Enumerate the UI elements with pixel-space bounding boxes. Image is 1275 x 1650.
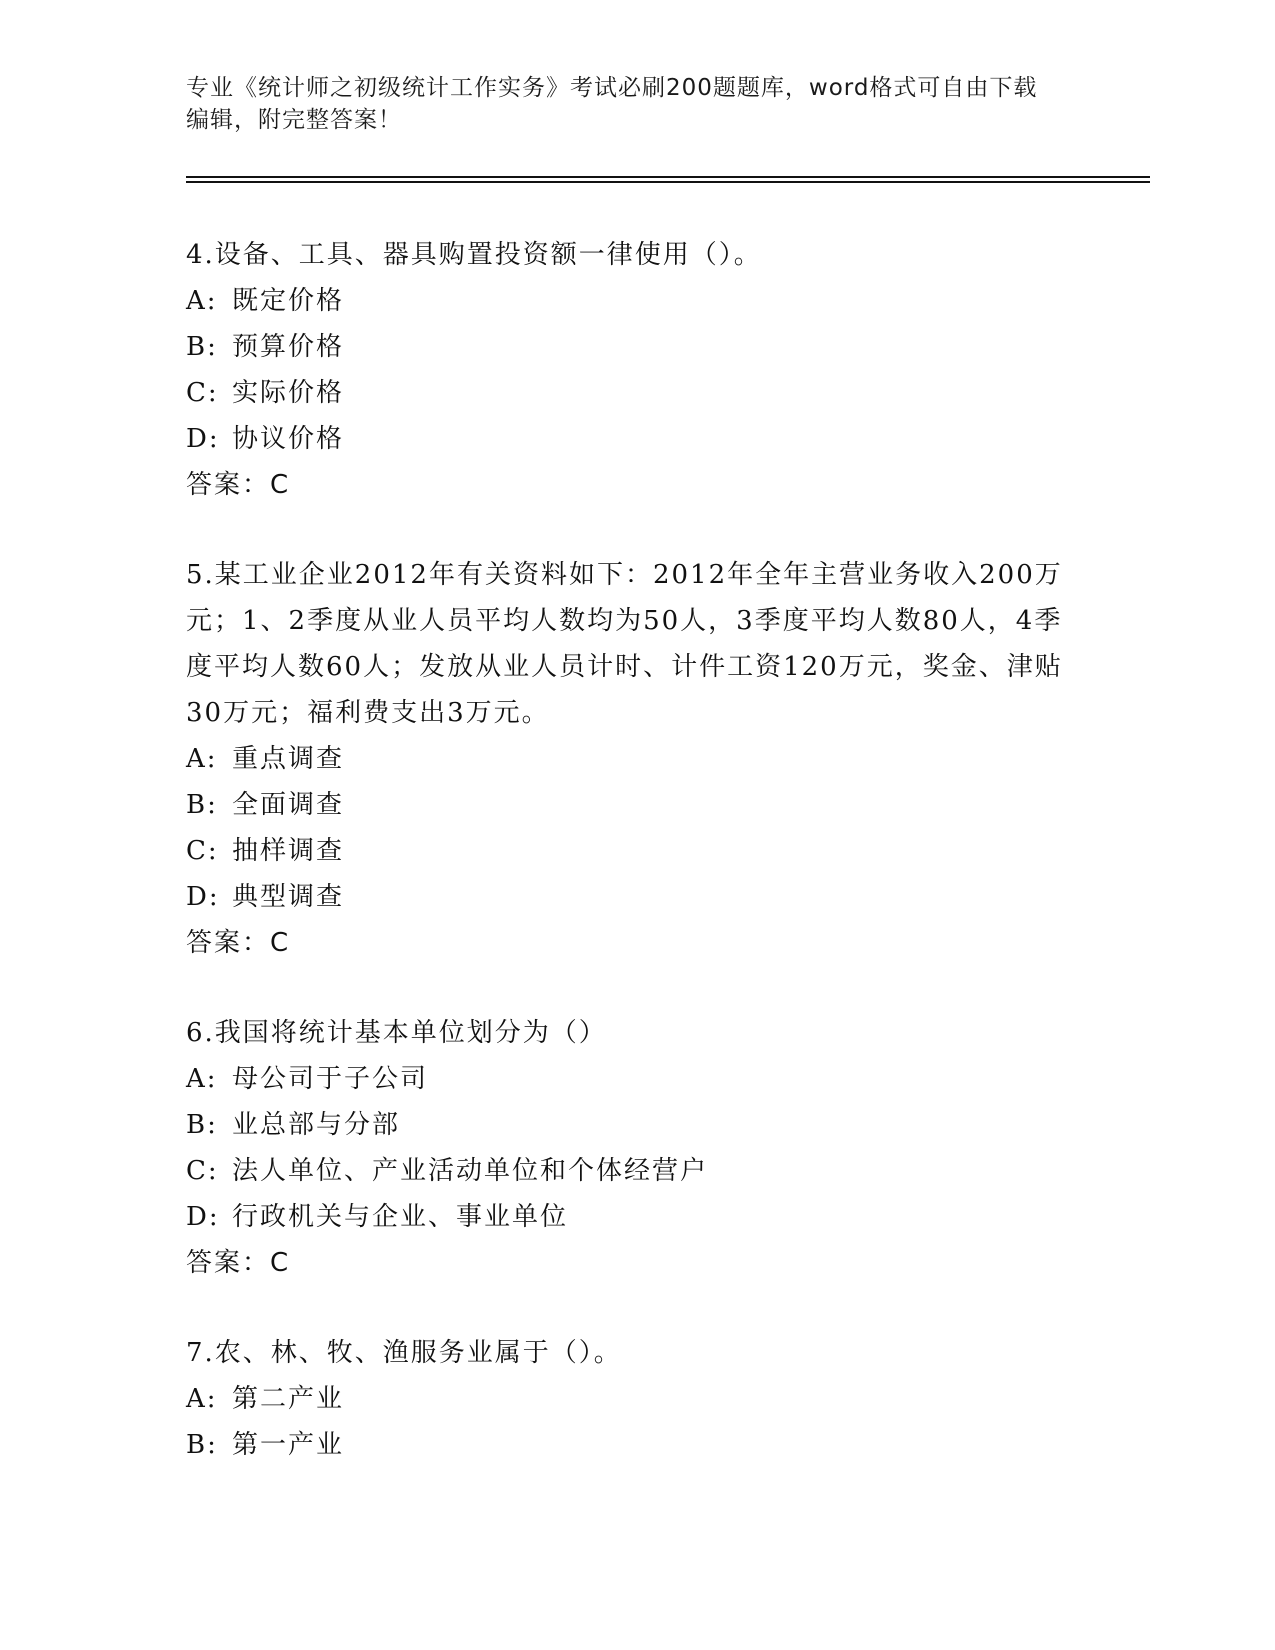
option-b — [186, 324, 1086, 370]
option-letter: B: — [186, 332, 218, 362]
option-letter: A: — [186, 1064, 218, 1094]
option-letter: B: — [186, 1110, 218, 1140]
question-stem: 7.农、林、牧、渔服务业属于（）。 — [186, 1338, 622, 1368]
question-4 — [186, 232, 1086, 508]
option-a — [186, 1056, 1086, 1102]
option-text: 第二产业 — [232, 1384, 345, 1414]
option-text: 全面调查 — [232, 790, 345, 820]
option-letter: A: — [186, 1384, 218, 1414]
option-letter: C: — [186, 836, 219, 866]
header-line-2: 编辑，附完整答案！ — [186, 107, 402, 133]
option-text: 预算价格 — [232, 332, 345, 362]
option-letter: A: — [186, 744, 218, 774]
option-letter: A: — [186, 286, 218, 316]
option-letter: B: — [186, 790, 218, 820]
answer-line: 答案：C — [186, 470, 291, 500]
option-text: 协议价格 — [232, 424, 345, 454]
header-divider-top — [186, 176, 1150, 178]
option-text: 母公司于子公司 — [232, 1064, 429, 1094]
option-text: 实际价格 — [232, 378, 345, 408]
option-letter: B: — [186, 1430, 218, 1460]
option-letter: D: — [186, 424, 220, 454]
header-divider-bottom — [186, 181, 1150, 183]
option-text: 第一产业 — [232, 1430, 345, 1460]
header-line-1: 专业《统计师之初级统计工作实务》考试必刷200题题库，word格式可自由下载 — [186, 75, 1038, 101]
option-a — [186, 736, 1086, 782]
option-b — [186, 1422, 1086, 1468]
option-letter: D: — [186, 1202, 220, 1232]
document-header — [186, 72, 1086, 136]
option-a — [186, 1376, 1086, 1422]
option-b — [186, 1102, 1086, 1148]
option-letter: C: — [186, 1156, 219, 1186]
option-d — [186, 416, 1086, 462]
option-c — [186, 828, 1086, 874]
option-d — [186, 874, 1086, 920]
answer-line: 答案：C — [186, 928, 291, 958]
option-letter: D: — [186, 882, 220, 912]
option-text: 抽样调查 — [232, 836, 345, 866]
answer-line: 答案：C — [186, 1248, 291, 1278]
question-list — [186, 232, 1086, 1512]
question-stem: 5.某工业企业2012年有关资料如下：2012年全年主营业务收入200万元；1、2季度从业人员平均人数均为50人，3季度平均人数80人，4季度平均人数60人；发放从业人员计时、计件工资120万元，奖金、津贴30万元；福利费支出3万元。 — [186, 560, 1063, 728]
option-d — [186, 1194, 1086, 1240]
question-stem: 6.我国将统计基本单位划分为（） — [186, 1018, 607, 1048]
option-text: 法人单位、产业活动单位和个体经营户 — [232, 1156, 709, 1186]
option-b — [186, 782, 1086, 828]
option-text: 重点调查 — [232, 744, 345, 774]
question-6 — [186, 1010, 1086, 1286]
option-c — [186, 1148, 1086, 1194]
option-text: 业总部与分部 — [232, 1110, 401, 1140]
question-stem: 4.设备、工具、器具购置投资额一律使用（）。 — [186, 240, 762, 270]
option-text: 既定价格 — [232, 286, 345, 316]
option-c — [186, 370, 1086, 416]
question-5 — [186, 552, 1086, 966]
option-a — [186, 278, 1086, 324]
question-7 — [186, 1330, 1086, 1468]
option-text: 行政机关与企业、事业单位 — [232, 1202, 569, 1232]
option-letter: C: — [186, 378, 219, 408]
option-text: 典型调查 — [232, 882, 345, 912]
